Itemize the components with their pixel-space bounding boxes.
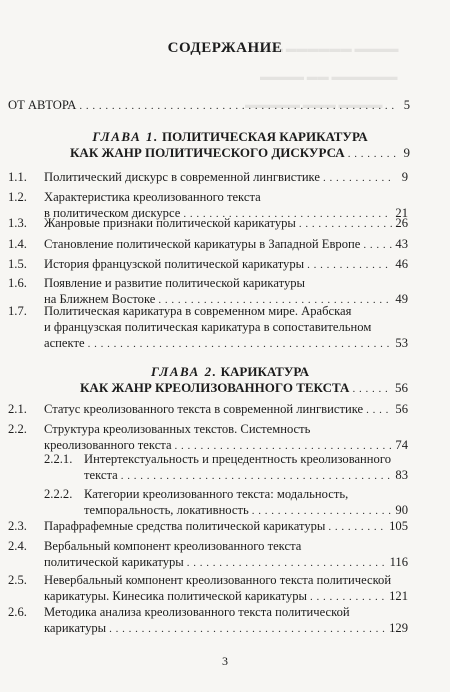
leader-dots <box>328 519 386 535</box>
page-number: 3 <box>222 654 228 668</box>
chapter-2-heading-line2 <box>80 380 408 397</box>
show-through-texture: ▬▬▬▬ ▬▬ ▬▬▬▬▬▬ <box>260 71 398 83</box>
toc-entry-text: Появление и развитие политической карикатуры <box>44 276 305 290</box>
toc-entry-1-1[interactable] <box>8 169 408 186</box>
chapter-title-line1: КАРИКАТУРА <box>220 364 310 379</box>
toc-page-number: 90 <box>395 503 408 517</box>
toc-page-number: 43 <box>395 237 408 251</box>
leader-dots <box>363 237 392 253</box>
leader-dots <box>307 257 392 273</box>
toc-entry-text: Категории креолизованного текста: модальность, <box>84 487 349 501</box>
toc-entry-1-4[interactable] <box>8 236 408 253</box>
toc-entry-text: Интертекстуальность и прецедентность креолизованного <box>84 452 391 466</box>
chapter-2-heading[interactable] <box>60 363 400 380</box>
leader-dots <box>323 170 395 186</box>
section-number: 1.3. <box>8 216 27 230</box>
toc-page-number: 56 <box>395 380 408 395</box>
leader-dots <box>252 503 393 519</box>
toc-entry-text: в политическом дискурсе <box>44 206 181 220</box>
leader-dots <box>366 402 392 418</box>
toc-page-number: 5 <box>403 98 410 112</box>
section-number: 1.4. <box>8 237 27 251</box>
page-title: СОДЕРЖАНИЕ <box>167 40 283 56</box>
toc-entry-1-7[interactable] <box>8 303 408 352</box>
section-number: 2.1. <box>8 402 27 416</box>
section-number: 1.2. <box>8 190 27 204</box>
leader-dots <box>121 468 393 484</box>
toc-page-number: 26 <box>395 216 408 230</box>
section-number: 2.2.2. <box>44 487 73 501</box>
toc-entry-text: Политическая карикатура в современном мире. Арабская <box>44 304 352 318</box>
show-through-texture: ▬▬▬ ▬▬▬▬▬▬ ▬▬▬▬ <box>250 43 399 55</box>
toc-entry-2-6[interactable] <box>8 604 408 637</box>
leader-dots <box>187 555 387 571</box>
toc-page-number: 21 <box>395 206 408 220</box>
chapter-label: ГЛАВА 2. <box>150 364 218 379</box>
section-number: 2.2.1. <box>44 452 73 466</box>
toc-page-number: 53 <box>395 336 408 350</box>
toc-entry-text: аспекте <box>44 336 85 350</box>
toc-entry-2-3[interactable] <box>8 518 408 535</box>
leader-dots <box>310 589 386 605</box>
toc-entry-text: Вербальный компонент креолизованного текста <box>44 539 302 553</box>
toc-entry-text: ОТ АВТОРА <box>8 98 77 112</box>
toc-page-number: 116 <box>389 555 408 569</box>
toc-entry-text: Политический дискурс в современной лингвистике <box>44 170 320 184</box>
toc-entry-2-1[interactable] <box>8 401 408 418</box>
section-number: 1.5. <box>8 257 27 271</box>
section-number: 1.6. <box>8 276 27 290</box>
section-number: 1.1. <box>8 170 27 184</box>
toc-entry-1-3[interactable] <box>8 215 408 232</box>
toc-entry-text: текста <box>84 468 118 482</box>
leader-dots <box>348 146 397 162</box>
toc-page-number: 46 <box>395 257 408 271</box>
toc-entry-text: карикатуры. Кинесика политической карикатуры <box>44 589 307 603</box>
toc-page-number: 74 <box>395 438 408 452</box>
toc-entry-text: Невербальный компонент креолизованного текста политической <box>44 573 392 587</box>
toc-entry-1-5[interactable] <box>8 256 408 273</box>
leader-dots <box>352 381 392 397</box>
chapter-label: ГЛАВА 1. <box>92 129 159 144</box>
toc-entry-2-2-2[interactable] <box>44 486 408 519</box>
leader-dots <box>79 98 397 114</box>
toc-page-number: 121 <box>389 589 408 603</box>
leader-dots <box>109 621 386 637</box>
toc-entry-text: Жанровые признаки политической карикатуры <box>44 216 296 230</box>
toc-page-number: 49 <box>395 292 408 306</box>
toc-page-number: 9 <box>403 145 410 160</box>
chapter-title-line2: КАК ЖАНР КРЕОЛИЗОВАННОГО ТЕКСТА <box>80 380 350 395</box>
toc-entry-text: История французской политической карикатуры <box>44 257 305 271</box>
section-number: 2.4. <box>8 539 27 553</box>
toc-entry-2-2-1[interactable] <box>44 451 408 484</box>
toc-entry-text: карикатуры <box>44 621 107 635</box>
section-number: 1.7. <box>8 304 27 318</box>
toc-page-number: 83 <box>395 468 408 482</box>
toc-entry-author[interactable] <box>8 97 410 114</box>
toc-entry-text: и французская политическая карикатура в сопоставительном <box>44 320 372 334</box>
toc-page-number: 9 <box>401 170 408 184</box>
toc-page-number: 56 <box>395 402 408 416</box>
toc-entry-text: Парафрафемные средства политической карикатуры <box>44 519 326 533</box>
section-number: 2.2. <box>8 422 27 436</box>
toc-entry-2-5[interactable] <box>8 572 408 605</box>
chapter-title-line1: ПОЛИТИЧЕСКАЯ КАРИКАТУРА <box>162 129 368 144</box>
section-number: 2.3. <box>8 519 27 533</box>
toc-entry-2-2[interactable] <box>8 421 408 454</box>
leader-dots <box>299 216 393 232</box>
toc-entry-text: на Ближнем Востоке <box>44 292 156 306</box>
chapter-1-heading[interactable] <box>60 128 400 145</box>
toc-entry-text: темпоральность, локативность <box>84 503 249 517</box>
toc-entry-text: Методика анализа креолизованного текста политической <box>44 605 350 619</box>
section-number: 2.5. <box>8 573 27 587</box>
section-number: 2.6. <box>8 605 27 619</box>
chapter-1-heading-line2 <box>70 145 410 162</box>
toc-entry-text: Статус креолизованного текста в современной лингвистике <box>44 402 364 416</box>
toc-entry-text: Становление политической карикатуры в Западной Европе <box>44 237 361 251</box>
toc-entry-2-4[interactable] <box>8 538 408 571</box>
toc-entry-text: креолизованного текста <box>44 438 172 452</box>
toc-entry-text: Характеристика креолизованного текста <box>44 190 261 204</box>
leader-dots <box>88 336 393 352</box>
toc-entry-text: Структура креолизованных текстов. Системность <box>44 422 311 436</box>
toc-page-number: 105 <box>389 519 408 533</box>
show-through-texture: ▬▬▬▬▬ ▬▬▬ ▬▬▬▬ <box>245 99 383 111</box>
toc-entry-text: политической карикатуры <box>44 555 184 569</box>
toc-page-number: 129 <box>389 621 408 635</box>
chapter-title-line2: КАК ЖАНР ПОЛИТИЧЕСКОГО ДИСКУРСА <box>70 145 345 160</box>
